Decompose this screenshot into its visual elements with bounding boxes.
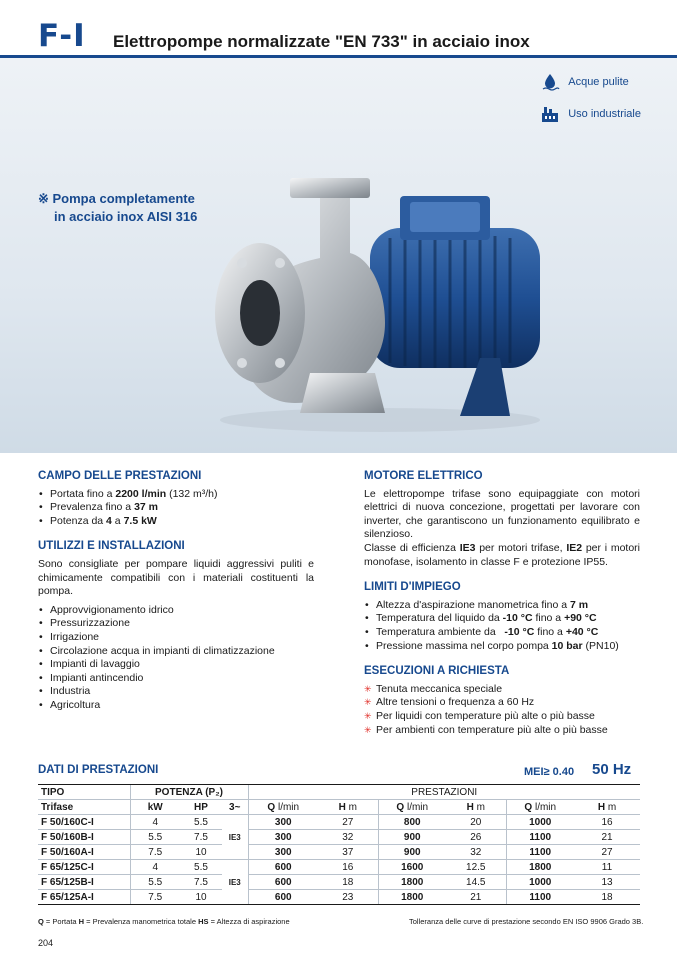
column-header: TIPO (38, 785, 130, 800)
column-header: H m (446, 800, 506, 815)
table-cell: F 50/160B-I (38, 830, 130, 845)
efficiency-cell (222, 860, 248, 875)
table-cell: 7.5 (180, 830, 222, 845)
list-item: • Potenza da 4 a 7.5 kW (38, 515, 314, 529)
tolerance-note: Tolleranza delle curve di prestazione secondo EN ISO 9906 Grado 3B. (409, 917, 644, 926)
table-row (38, 890, 640, 905)
section-title: ESECUZIONI A RICHIESTA (364, 665, 510, 678)
column-header: kW (130, 800, 180, 815)
table-cell: 32 (318, 830, 378, 845)
table-cell: F 50/160A-I (38, 845, 130, 860)
list-item: ✳ Tenuta meccanica speciale (364, 683, 640, 697)
applications-list (540, 72, 641, 136)
table-cell: 1800 (506, 860, 574, 875)
table-cell: 4 (130, 815, 180, 830)
table-cell: 12.5 (446, 860, 506, 875)
table-cell: 21 (574, 830, 640, 845)
column-header: H m (318, 800, 378, 815)
table-cell: 16 (318, 860, 378, 875)
list-item: • Impianti di lavaggio (38, 658, 314, 672)
feature-callout (38, 190, 197, 226)
section-text: Classe di efficienza IE3 per motori trifase, IE2 per i motori monofase, isolamento in classe F e protezione IP55. (364, 541, 641, 568)
list-item: • Portata fino a 2200 l/min (132 m³/h) (38, 488, 314, 502)
table-header-row (38, 800, 640, 815)
table-cell: 18 (574, 890, 640, 905)
list-item: • Circolazione acqua in impianti di climatizzazione (38, 645, 314, 659)
list-item: • Irrigazione (38, 631, 314, 645)
list-item: • Altezza d'aspirazione manometrica fino a 7 m (364, 599, 640, 613)
frequency-label: 50 Hz (592, 761, 632, 778)
table-cell: 300 (248, 845, 318, 860)
table-cell: 37 (318, 845, 378, 860)
feature-line-2: in acciaio inox AISI 316 (54, 209, 198, 224)
series-code: F-I (38, 18, 86, 54)
table-cell: 5.5 (130, 830, 180, 845)
application-label: Acque pulite (568, 76, 629, 88)
table-cell: 16 (574, 815, 640, 830)
table-cell: 1600 (378, 860, 446, 875)
table-row (38, 845, 640, 860)
table-cell: 20 (446, 815, 506, 830)
section-title: MOTORE ELETTRICO (364, 470, 483, 482)
table-row (38, 875, 640, 890)
section-title: LIMITI D'IMPIEGO (364, 581, 461, 594)
application-clean-water (540, 72, 641, 92)
section-utilizzi (38, 540, 314, 712)
water-drop-icon (540, 72, 560, 92)
table-cell: 7.5 (130, 845, 180, 860)
table-cell: 27 (318, 815, 378, 830)
table-cell: 27 (574, 845, 640, 860)
table-cell: 1800 (378, 890, 446, 905)
column-header: HP (180, 800, 222, 815)
table-cell: 10 (180, 890, 222, 905)
list-item: • Pressurizzazione (38, 617, 314, 631)
section-text: Le elettropompe trifase sono equipaggiate con motori elettrici di nuova concezione, progettati per lavorare con inverter, che garantiscono un funzionamento equilibrato e silenzioso. (364, 487, 640, 541)
table-cell: 1100 (506, 845, 574, 860)
table-cell: 300 (248, 830, 318, 845)
table-cell: 13 (574, 875, 640, 890)
page-header (0, 0, 677, 58)
application-label: Uso industriale (568, 108, 641, 120)
table-cell: F 65/125C-I (38, 860, 130, 875)
table-row (38, 860, 640, 875)
list-item: • Prevalenza fino a 37 m (38, 501, 314, 515)
table-cell: 7.5 (180, 875, 222, 890)
table-cell: 600 (248, 875, 318, 890)
efficiency-cell (222, 815, 248, 830)
table-cell: F 50/160C-I (38, 815, 130, 830)
section-motore (364, 470, 640, 569)
table-cell: 4 (130, 860, 180, 875)
application-industrial (540, 104, 641, 124)
table-cell: 5.5 (180, 815, 222, 830)
data-section-title: DATI DI PRESTAZIONI (38, 764, 159, 776)
mei-label: MEI≥ 0.40 (524, 766, 575, 778)
feature-line-1: ※ Pompa completamente (38, 191, 195, 206)
section-text: Sono consigliate per pompare liquidi aggressivi puliti e chimicamente compatibili con i materiali costituenti la pompa. (38, 557, 314, 598)
list-item: ✳ Per ambienti con temperature più alte o più basse (364, 724, 640, 738)
list-item: • Industria (38, 685, 314, 699)
table-cell: 900 (378, 845, 446, 860)
table-cell: 1000 (506, 875, 574, 890)
list-item: ✳ Per liquidi con temperature più alte o più basse (364, 710, 640, 724)
column-header: Q l/min (248, 800, 318, 815)
table-cell: 1100 (506, 830, 574, 845)
list-item: ✳ Altre tensioni o frequenza a 60 Hz (364, 696, 640, 710)
page-title: Elettropompe normalizzate "EN 733" in acciaio inox (113, 32, 530, 51)
section-title: CAMPO DELLE PRESTAZIONI (38, 470, 202, 482)
column-header: Trifase (38, 800, 130, 815)
left-column (38, 470, 314, 725)
column-header: Q l/min (506, 800, 574, 815)
table-cell: 1100 (506, 890, 574, 905)
column-header: Q l/min (378, 800, 446, 815)
product-hero (0, 58, 677, 453)
column-header: 3~ (222, 800, 248, 815)
table-cell: 5.5 (180, 860, 222, 875)
list-item: • Agricoltura (38, 699, 314, 713)
table-cell: 21 (446, 890, 506, 905)
right-column (364, 470, 640, 749)
column-header: PRESTAZIONI (248, 785, 640, 800)
section-campo (38, 470, 314, 528)
table-cell: 1800 (378, 875, 446, 890)
table-cell: 5.5 (130, 875, 180, 890)
table-cell: F 65/125A-I (38, 890, 130, 905)
performance-table (38, 784, 640, 905)
table-cell: 14.5 (446, 875, 506, 890)
efficiency-cell: IE3 (228, 877, 241, 887)
table-cell: 900 (378, 830, 446, 845)
table-cell: 23 (318, 890, 378, 905)
table-cell: 600 (248, 860, 318, 875)
list-item: • Temperatura ambiente da -10 °C fino a +40 °C (364, 626, 640, 640)
table-cell: 26 (446, 830, 506, 845)
efficiency-cell (222, 845, 248, 860)
table-cell: 800 (378, 815, 446, 830)
table-cell: F 65/125B-I (38, 875, 130, 890)
table-cell: 32 (446, 845, 506, 860)
table-cell: 300 (248, 815, 318, 830)
table-row (38, 815, 640, 830)
table-header-row (38, 785, 640, 800)
table-cell: 18 (318, 875, 378, 890)
column-header: H m (574, 800, 640, 815)
pump-illustration (200, 158, 560, 438)
column-header: POTENZA (P₂) (130, 785, 248, 800)
table-cell: 1000 (506, 815, 574, 830)
section-esecuzioni (364, 665, 640, 737)
list-item: • Approvvigionamento idrico (38, 604, 314, 618)
table-cell: 11 (574, 860, 640, 875)
efficiency-cell: IE3 (228, 832, 241, 842)
section-limiti (364, 581, 640, 653)
table-row (38, 830, 640, 845)
efficiency-cell (222, 890, 248, 905)
section-title: UTILIZZI E INSTALLAZIONI (38, 540, 185, 553)
table-legend: Q = Portata H = Prevalenza manometrica totale HS = Altezza di aspirazione (38, 917, 290, 926)
list-item: • Pressione massima nel corpo pompa 10 bar (PN10) (364, 640, 640, 654)
table-cell: 10 (180, 845, 222, 860)
table-cell: 600 (248, 890, 318, 905)
page-number: 204 (38, 938, 54, 948)
list-item: • Temperatura del liquido da -10 °C fino a +90 °C (364, 612, 640, 626)
list-item: • Impianti antincendio (38, 672, 314, 686)
table-cell: 7.5 (130, 890, 180, 905)
factory-icon (540, 104, 560, 124)
